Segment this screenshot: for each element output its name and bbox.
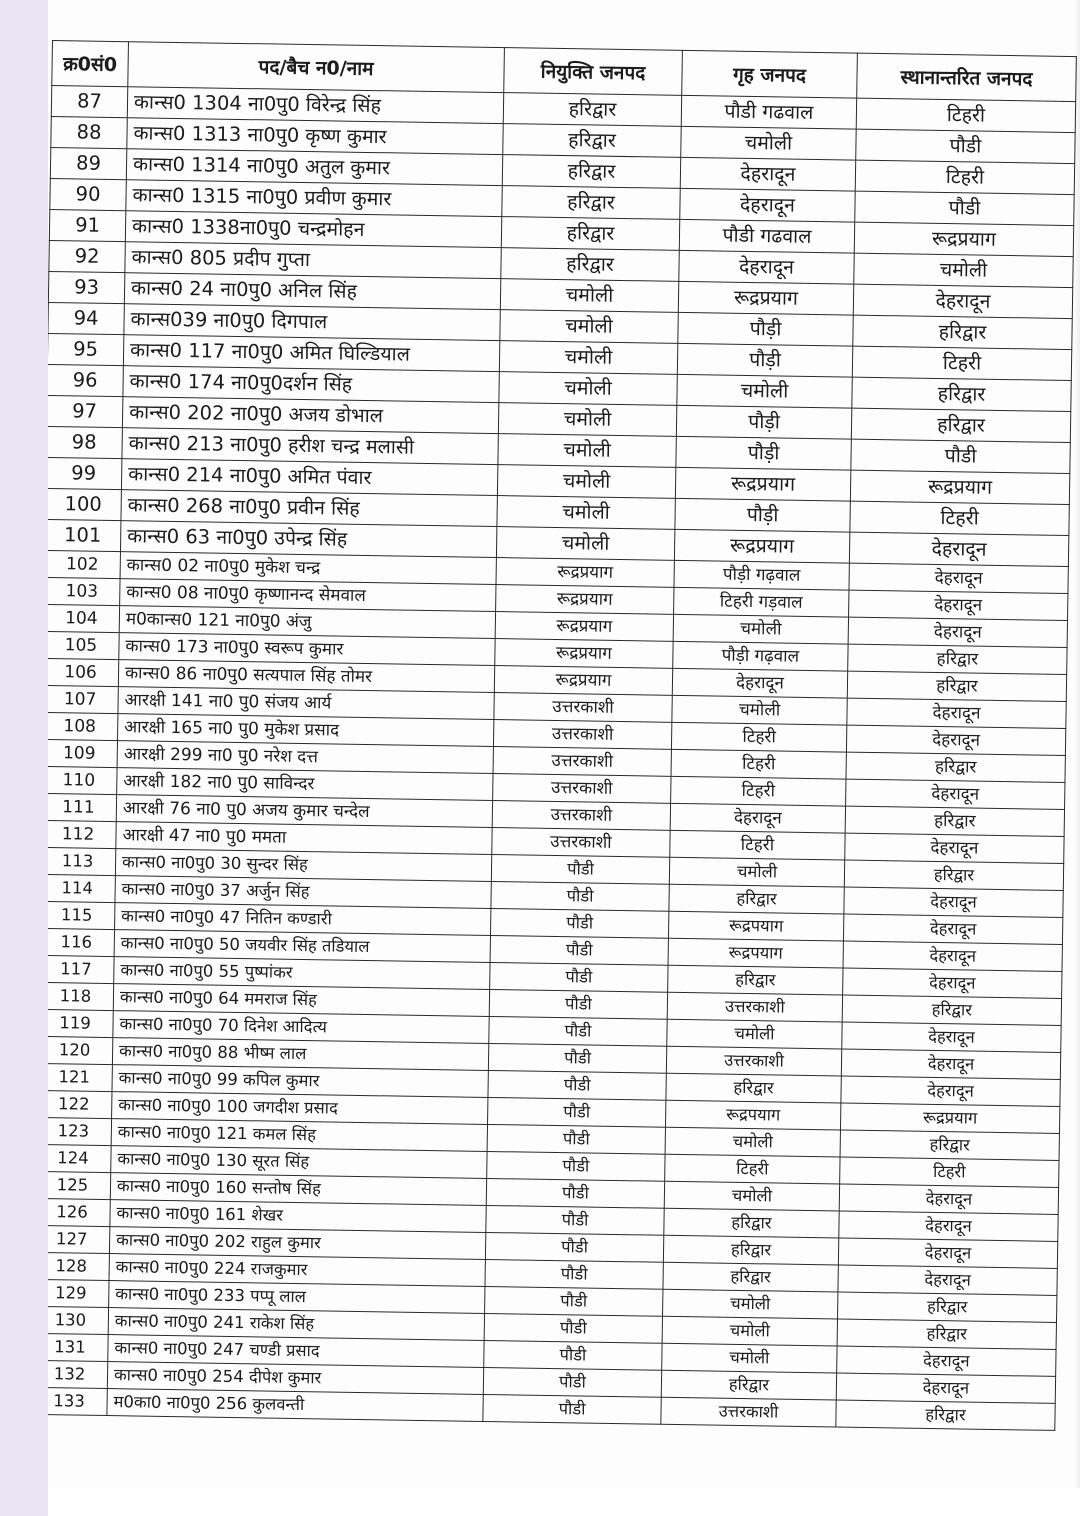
home-district-cell: हरिद्वार bbox=[666, 1073, 841, 1103]
posting-district-cell: चमोली bbox=[497, 496, 675, 530]
post-batch-name-cell: कान्स0 ना0पु0 241 राकेश सिंह bbox=[108, 1308, 484, 1341]
serial-number-cell: 129 bbox=[48, 1279, 109, 1307]
header-serial-number: क्र0सं0 bbox=[52, 41, 129, 87]
post-batch-name-cell: कान्स0 ना0पु0 130 सूरत सिंह bbox=[111, 1146, 487, 1179]
posting-district-cell: पौडी bbox=[487, 1151, 665, 1181]
home-district-cell: टिहरी bbox=[671, 776, 846, 806]
home-district-cell: चमोली bbox=[665, 1127, 840, 1157]
post-batch-name-cell: कान्स0 ना0पु0 47 नितिन कण्डारी bbox=[115, 903, 491, 936]
post-batch-name-cell: आरक्षी 299 ना0 पु0 नरेश दत्त bbox=[117, 741, 493, 774]
transferred-district-cell: देहरादून bbox=[843, 968, 1062, 998]
serial-number-cell: 100 bbox=[48, 488, 121, 520]
serial-number-cell: 130 bbox=[48, 1306, 109, 1334]
serial-number-cell: 123 bbox=[48, 1117, 112, 1145]
home-district-cell: पौड़ी bbox=[675, 498, 850, 532]
transferred-district-cell: रूद्रप्रयाग bbox=[850, 470, 1069, 504]
document-page bbox=[48, 0, 1080, 1516]
home-district-cell: उत्तरकाशी bbox=[667, 992, 842, 1022]
transferred-district-cell: रूद्रप्रयाग bbox=[840, 1103, 1059, 1133]
transferred-district-cell: देहरादून bbox=[849, 563, 1068, 593]
serial-number-cell: 116 bbox=[48, 928, 115, 956]
posting-district-cell: पौडी bbox=[484, 1313, 662, 1343]
post-batch-name-cell: कान्स0 63 ना0पु0 उपेन्द्र सिंह bbox=[120, 521, 496, 558]
transferred-district-cell: हरिद्वार bbox=[836, 1400, 1055, 1430]
posting-district-cell: पौडी bbox=[483, 1394, 661, 1424]
transferred-district-cell: देहरादून bbox=[846, 779, 1065, 809]
posting-district-cell: चमोली bbox=[498, 403, 676, 437]
posting-district-cell: पौडी bbox=[490, 962, 668, 992]
post-batch-name-cell: कान्स0 ना0पु0 55 पुष्पांकर bbox=[114, 957, 490, 990]
posting-district-cell: चमोली bbox=[500, 279, 678, 313]
page-bottom-edge bbox=[48, 1488, 1080, 1516]
table-body bbox=[48, 86, 1076, 1431]
post-batch-name-cell: कान्स0 ना0पु0 247 चण्डी प्रसाद bbox=[108, 1335, 484, 1368]
transferred-district-cell: हरिद्वार bbox=[842, 995, 1061, 1025]
serial-number-cell: 97 bbox=[48, 395, 123, 427]
post-batch-name-cell: कान्स0 ना0पु0 88 भीष्म लाल bbox=[112, 1038, 488, 1071]
post-batch-name-cell: कान्स039 ना0पु0 दिगपाल bbox=[124, 304, 500, 341]
home-district-cell: टिहरी bbox=[671, 749, 846, 779]
post-batch-name-cell: कान्स0 1304 ना0पु0 विरेन्द्र सिंह bbox=[127, 87, 503, 124]
posting-district-cell: उत्तरकाशी bbox=[493, 720, 671, 750]
transferred-district-cell: देहरादून bbox=[846, 725, 1065, 755]
post-batch-name-cell: कान्स0 213 ना0पु0 हरीश चन्द्र मलासी bbox=[122, 428, 498, 465]
posting-district-cell: पौडी bbox=[485, 1232, 663, 1262]
posting-district-cell: पौडी bbox=[490, 935, 668, 965]
serial-number-cell: 109 bbox=[48, 739, 118, 767]
serial-number-cell: 110 bbox=[48, 766, 117, 794]
serial-number-cell: 127 bbox=[48, 1225, 110, 1253]
posting-district-cell: पौडी bbox=[486, 1178, 664, 1208]
transferred-district-cell: देहरादून bbox=[838, 1238, 1057, 1268]
transferred-district-cell: देहरादून bbox=[847, 698, 1066, 728]
serial-number-cell: 117 bbox=[48, 955, 114, 983]
home-district-cell: हरिद्वार bbox=[664, 1208, 839, 1238]
serial-number-cell: 99 bbox=[48, 457, 122, 489]
post-batch-name-cell: कान्स0 24 ना0पु0 अनिल सिंह bbox=[124, 273, 500, 310]
serial-number-cell: 103 bbox=[48, 577, 120, 605]
serial-number-cell: 126 bbox=[48, 1198, 110, 1226]
transferred-district-cell: हरिद्वार bbox=[840, 1130, 1059, 1160]
home-district-cell: पौड़ी bbox=[677, 343, 852, 377]
posting-district-cell: पौडी bbox=[491, 855, 669, 885]
serial-number-cell: 106 bbox=[48, 658, 119, 686]
post-batch-name-cell: म0कान्स0 121 ना0पु0 अंजु bbox=[119, 606, 495, 639]
home-district-cell: पौड़ी bbox=[676, 405, 851, 439]
transferred-district-cell: हरिद्वार bbox=[853, 315, 1072, 349]
post-batch-name-cell: आरक्षी 182 ना0 पु0 साविन्दर bbox=[117, 768, 493, 801]
serial-number-cell: 115 bbox=[48, 901, 115, 929]
transferred-district-cell: देहरादून bbox=[839, 1211, 1058, 1241]
serial-number-cell: 122 bbox=[48, 1090, 112, 1118]
transferred-district-cell: देहरादून bbox=[837, 1346, 1056, 1376]
serial-number-cell: 87 bbox=[51, 86, 127, 118]
home-district-cell: देहरादून bbox=[679, 250, 854, 284]
post-batch-name-cell: कान्स0 1314 ना0पु0 अतुल कुमार bbox=[126, 149, 502, 186]
posting-district-cell: चमोली bbox=[499, 372, 677, 406]
transferred-district-cell: देहरादून bbox=[843, 941, 1062, 971]
home-district-cell: देहरादून bbox=[670, 803, 845, 833]
post-batch-name-cell: आरक्षी 165 ना0 पु0 मुकेश प्रसाद bbox=[118, 714, 494, 747]
transferred-district-cell: चमोली bbox=[854, 253, 1073, 287]
post-batch-name-cell: कान्स0 174 ना0पु0दर्शन सिंह bbox=[123, 366, 499, 403]
serial-number-cell: 112 bbox=[48, 820, 116, 848]
home-district-cell: टिहरी bbox=[665, 1154, 840, 1184]
post-batch-name-cell: कान्स0 ना0पु0 224 राजकुमार bbox=[109, 1254, 485, 1287]
serial-number-cell: 108 bbox=[48, 712, 118, 740]
post-batch-name-cell: कान्स0 ना0पु0 160 सन्तोष सिंह bbox=[110, 1173, 486, 1206]
home-district-cell: चमोली bbox=[673, 614, 848, 644]
home-district-cell: चमोली bbox=[664, 1181, 839, 1211]
home-district-cell: हरिद्वार bbox=[663, 1262, 838, 1292]
transferred-district-cell: पौडी bbox=[856, 129, 1075, 163]
post-batch-name-cell: कान्स0 117 ना0पु0 अमित घिल्डियाल bbox=[123, 335, 499, 372]
home-district-cell: उत्तरकाशी bbox=[661, 1397, 836, 1427]
post-batch-name-cell: कान्स0 202 ना0पु0 अजय डोभाल bbox=[122, 397, 498, 434]
posting-district-cell: पौडी bbox=[483, 1367, 661, 1397]
header-posting-district: नियुक्ति जनपद bbox=[504, 48, 683, 96]
transferred-district-cell: टिहरी bbox=[850, 501, 1069, 535]
posting-district-cell: पौडी bbox=[488, 1070, 666, 1100]
posting-district-cell: पौडी bbox=[488, 1097, 666, 1127]
scan-margin-strip bbox=[0, 0, 48, 1516]
serial-number-cell: 131 bbox=[48, 1333, 108, 1361]
serial-number-cell: 104 bbox=[48, 604, 120, 632]
transferred-district-cell: देहरादून bbox=[842, 1022, 1061, 1052]
posting-district-cell: रूद्रप्रयाग bbox=[496, 558, 674, 588]
serial-number-cell: 101 bbox=[48, 519, 121, 551]
transferred-district-cell: टिहरी bbox=[840, 1157, 1059, 1187]
serial-number-cell: 119 bbox=[48, 1009, 113, 1037]
posting-district-cell: रूद्रप्रयाग bbox=[496, 585, 674, 615]
transferred-district-cell: देहरादून bbox=[841, 1049, 1060, 1079]
home-district-cell: रूद्रपयाग bbox=[668, 938, 843, 968]
post-batch-name-cell: कान्स0 ना0पु0 233 पप्पू लाल bbox=[109, 1281, 485, 1314]
home-district-cell: चमोली bbox=[663, 1289, 838, 1319]
transferred-district-cell: देहरादून bbox=[849, 532, 1068, 566]
post-batch-name-cell: कान्स0 ना0पु0 202 राहुल कुमार bbox=[109, 1227, 485, 1260]
home-district-cell: चमोली bbox=[662, 1343, 837, 1373]
home-district-cell: रूद्रप्रयाग bbox=[675, 467, 850, 501]
transferred-district-cell: हरिद्वार bbox=[845, 806, 1064, 836]
transferred-district-cell: पौडी bbox=[855, 191, 1074, 225]
post-batch-name-cell: कान्स0 86 ना0पु0 सत्यपाल सिंह तोमर bbox=[118, 660, 494, 693]
home-district-cell: पौडी गढवाल bbox=[681, 95, 856, 129]
serial-number-cell: 88 bbox=[51, 116, 127, 148]
posting-district-cell: पौडी bbox=[491, 882, 669, 912]
serial-number-cell: 89 bbox=[50, 147, 126, 179]
posting-district-cell: हरिद्वार bbox=[501, 217, 679, 251]
header-home-district: गृह जनपद bbox=[682, 50, 858, 98]
posting-district-cell: उत्तरकाशी bbox=[493, 774, 671, 804]
home-district-cell: रूद्रपयाग bbox=[665, 1100, 840, 1130]
posting-district-cell: चमोली bbox=[500, 310, 678, 344]
serial-number-cell: 125 bbox=[48, 1171, 111, 1199]
posting-district-cell: उत्तरकाशी bbox=[493, 747, 671, 777]
post-batch-name-cell: आरक्षी 47 ना0 पु0 ममता bbox=[116, 822, 492, 855]
home-district-cell: हरिद्वार bbox=[669, 884, 844, 914]
home-district-cell: देहरादून bbox=[672, 668, 847, 698]
transferred-district-cell: देहरादून bbox=[836, 1373, 1055, 1403]
serial-number-cell: 120 bbox=[48, 1036, 113, 1064]
post-batch-name-cell: कान्स0 1313 ना0पु0 कृष्ण कुमार bbox=[127, 118, 503, 155]
transferred-district-cell: देहरादून bbox=[853, 284, 1072, 318]
posting-district-cell: हरिद्वार bbox=[502, 155, 680, 189]
serial-number-cell: 121 bbox=[48, 1063, 112, 1091]
serial-number-cell: 107 bbox=[48, 685, 118, 713]
home-district-cell: हरिद्वार bbox=[663, 1235, 838, 1265]
posting-district-cell: उत्तरकाशी bbox=[492, 828, 670, 858]
scan-edge-shadow bbox=[1074, 0, 1080, 1516]
serial-number-cell: 113 bbox=[48, 847, 116, 875]
post-batch-name-cell: कान्स0 ना0पु0 161 शेखर bbox=[110, 1200, 486, 1233]
transferred-district-cell: हरिद्वार bbox=[838, 1292, 1057, 1322]
post-batch-name-cell: कान्स0 ना0पु0 37 अर्जुन सिंह bbox=[115, 876, 491, 909]
home-district-cell: रूद्रप्रयाग bbox=[678, 281, 853, 315]
posting-district-cell: उत्तरकाशी bbox=[492, 801, 670, 831]
posting-district-cell: हरिद्वार bbox=[502, 186, 680, 220]
transferred-district-cell: देहरादून bbox=[841, 1076, 1060, 1106]
serial-number-cell: 98 bbox=[48, 426, 122, 458]
home-district-cell: चमोली bbox=[677, 374, 852, 408]
home-district-cell: देहरादून bbox=[680, 157, 855, 191]
posting-district-cell: हरिद्वार bbox=[503, 93, 681, 127]
post-batch-name-cell: कान्स0 ना0पु0 64 ममराज सिंह bbox=[113, 984, 489, 1017]
posting-district-cell: चमोली bbox=[497, 465, 675, 499]
home-district-cell: चमोली bbox=[681, 126, 856, 160]
posting-district-cell: उत्तरकाशी bbox=[494, 693, 672, 723]
serial-number-cell: 91 bbox=[49, 209, 125, 241]
serial-number-cell: 132 bbox=[48, 1360, 108, 1388]
transferred-district-cell: देहरादून bbox=[843, 914, 1062, 944]
post-batch-name-cell: कान्स0 1338ना0पु0 चन्द्रमोहन bbox=[125, 211, 501, 248]
post-batch-name-cell: म0का0 ना0पु0 256 कुलवन्ती bbox=[107, 1389, 483, 1422]
posting-district-cell: रूद्रप्रयाग bbox=[494, 666, 672, 696]
serial-number-cell: 105 bbox=[48, 631, 119, 659]
transferred-district-cell: देहरादून bbox=[849, 590, 1068, 620]
post-batch-name-cell: कान्स0 805 प्रदीप गुप्ता bbox=[125, 242, 501, 279]
serial-number-cell: 111 bbox=[48, 793, 117, 821]
home-district-cell: हरिद्वार bbox=[661, 1370, 836, 1400]
serial-number-cell: 93 bbox=[48, 271, 124, 303]
header-transferred-district: स्थानान्तरित जनपद bbox=[857, 53, 1077, 101]
transferred-district-cell: देहरादून bbox=[845, 833, 1064, 863]
transferred-district-cell: हरिद्वार bbox=[844, 860, 1063, 890]
home-district-cell: पौड़ी गढ़वाल bbox=[673, 641, 848, 671]
transferred-district-cell: पौडी bbox=[851, 439, 1070, 473]
serial-number-cell: 124 bbox=[48, 1144, 111, 1172]
serial-number-cell: 96 bbox=[48, 364, 123, 396]
post-batch-name-cell: कान्स0 ना0पु0 100 जगदीश प्रसाद bbox=[112, 1092, 488, 1125]
home-district-cell: रूद्रप्रयाग bbox=[674, 529, 849, 563]
serial-number-cell: 90 bbox=[50, 178, 126, 210]
serial-number-cell: 114 bbox=[48, 874, 115, 902]
post-batch-name-cell: कान्स0 173 ना0पु0 स्वरूप कुमार bbox=[119, 633, 495, 666]
posting-district-cell: चमोली bbox=[496, 527, 674, 561]
home-district-cell: टिहरी गड़वाल bbox=[674, 587, 849, 617]
transferred-district-cell: हरिद्वार bbox=[848, 644, 1067, 674]
home-district-cell: रूद्रपयाग bbox=[668, 911, 843, 941]
post-batch-name-cell: कान्स0 1315 ना0पु0 प्रवीण कुमार bbox=[126, 180, 502, 217]
serial-number-cell: 133 bbox=[48, 1387, 107, 1415]
serial-number-cell: 128 bbox=[48, 1252, 109, 1280]
post-batch-name-cell: कान्स0 ना0पु0 99 कपिल कुमार bbox=[112, 1065, 488, 1098]
post-batch-name-cell: कान्स0 ना0पु0 30 सुन्दर सिंह bbox=[115, 849, 491, 882]
transferred-district-cell: देहरादून bbox=[838, 1265, 1057, 1295]
posting-district-cell: पौडी bbox=[485, 1286, 663, 1316]
home-district-cell: चमोली bbox=[669, 857, 844, 887]
post-batch-name-cell: कान्स0 ना0पु0 70 दिनेश आदित्य bbox=[113, 1011, 489, 1044]
serial-number-cell: 94 bbox=[48, 302, 124, 334]
posting-district-cell: चमोली bbox=[499, 341, 677, 375]
posting-district-cell: हरिद्वार bbox=[501, 248, 679, 282]
transfer-list-table bbox=[48, 40, 1077, 1431]
posting-district-cell: चमोली bbox=[498, 434, 676, 468]
posting-district-cell: पौडी bbox=[485, 1259, 663, 1289]
post-batch-name-cell: कान्स0 02 ना0पु0 मुकेश चन्द्र bbox=[120, 552, 496, 585]
posting-district-cell: रूद्रप्रयाग bbox=[495, 639, 673, 669]
posting-district-cell: रूद्रप्रयाग bbox=[495, 612, 673, 642]
home-district-cell: देहरादून bbox=[680, 188, 855, 222]
serial-number-cell: 95 bbox=[48, 333, 124, 365]
post-batch-name-cell: कान्स0 268 ना0पु0 प्रवीन सिंह bbox=[121, 490, 497, 527]
transferred-district-cell: हरिद्वार bbox=[852, 377, 1071, 411]
home-district-cell: चमोली bbox=[667, 1019, 842, 1049]
transferred-district-cell: टिहरी bbox=[852, 346, 1071, 380]
posting-district-cell: पौडी bbox=[489, 989, 667, 1019]
home-district-cell: पौड़ी bbox=[676, 436, 851, 470]
transferred-district-cell: रूद्रप्रयाग bbox=[854, 222, 1073, 256]
post-batch-name-cell: कान्स0 ना0पु0 121 कमल सिंह bbox=[111, 1119, 487, 1152]
post-batch-name-cell: कान्स0 08 ना0पु0 कृष्णानन्द सेमवाल bbox=[120, 579, 496, 612]
home-district-cell: चमोली bbox=[662, 1316, 837, 1346]
home-district-cell: टिहरी bbox=[671, 722, 846, 752]
home-district-cell: हरिद्वार bbox=[668, 965, 843, 995]
serial-number-cell: 92 bbox=[49, 240, 125, 272]
post-batch-name-cell: आरक्षी 76 ना0 पु0 अजय कुमार चन्देल bbox=[116, 795, 492, 828]
transferred-district-cell: हरिद्वार bbox=[851, 408, 1070, 442]
post-batch-name-cell: कान्स0 ना0पु0 254 दीपेश कुमार bbox=[107, 1362, 483, 1395]
posting-district-cell: पौडी bbox=[490, 909, 668, 939]
transferred-district-cell: हरिद्वार bbox=[846, 752, 1065, 782]
posting-district-cell: हरिद्वार bbox=[503, 124, 681, 158]
serial-number-cell: 102 bbox=[48, 550, 120, 578]
home-district-cell: चमोली bbox=[672, 695, 847, 725]
transferred-district-cell: देहरादून bbox=[844, 887, 1063, 917]
transferred-district-cell: टिहरी bbox=[856, 98, 1075, 132]
header-post-batch-name: पद/बैच न0/नाम bbox=[128, 42, 505, 93]
transferred-district-cell: देहरादून bbox=[839, 1184, 1058, 1214]
posting-district-cell: पौडी bbox=[484, 1340, 662, 1370]
posting-district-cell: पौडी bbox=[489, 1016, 667, 1046]
serial-number-cell: 118 bbox=[48, 982, 114, 1010]
home-district-cell: पौडी गढवाल bbox=[679, 219, 854, 253]
home-district-cell: उत्तरकाशी bbox=[666, 1046, 841, 1076]
transferred-district-cell: हरिद्वार bbox=[847, 671, 1066, 701]
posting-district-cell: पौडी bbox=[488, 1043, 666, 1073]
post-batch-name-cell: आरक्षी 141 ना0 पु0 संजय आर्य bbox=[118, 687, 494, 720]
posting-district-cell: पौडी bbox=[486, 1205, 664, 1235]
post-batch-name-cell: कान्स0 ना0पु0 50 जयवीर सिंह तडियाल bbox=[114, 930, 490, 963]
transferred-district-cell: देहरादून bbox=[848, 617, 1067, 647]
posting-district-cell: पौडी bbox=[487, 1124, 665, 1154]
transferred-district-cell: हरिद्वार bbox=[837, 1319, 1056, 1349]
home-district-cell: पौड़ी bbox=[678, 312, 853, 346]
home-district-cell: टिहरी bbox=[670, 830, 845, 860]
transferred-district-cell: टिहरी bbox=[855, 160, 1074, 194]
post-batch-name-cell: कान्स0 214 ना0पु0 अमित पंवार bbox=[121, 459, 497, 496]
home-district-cell: पौड़ी गढ़वाल bbox=[674, 560, 849, 590]
